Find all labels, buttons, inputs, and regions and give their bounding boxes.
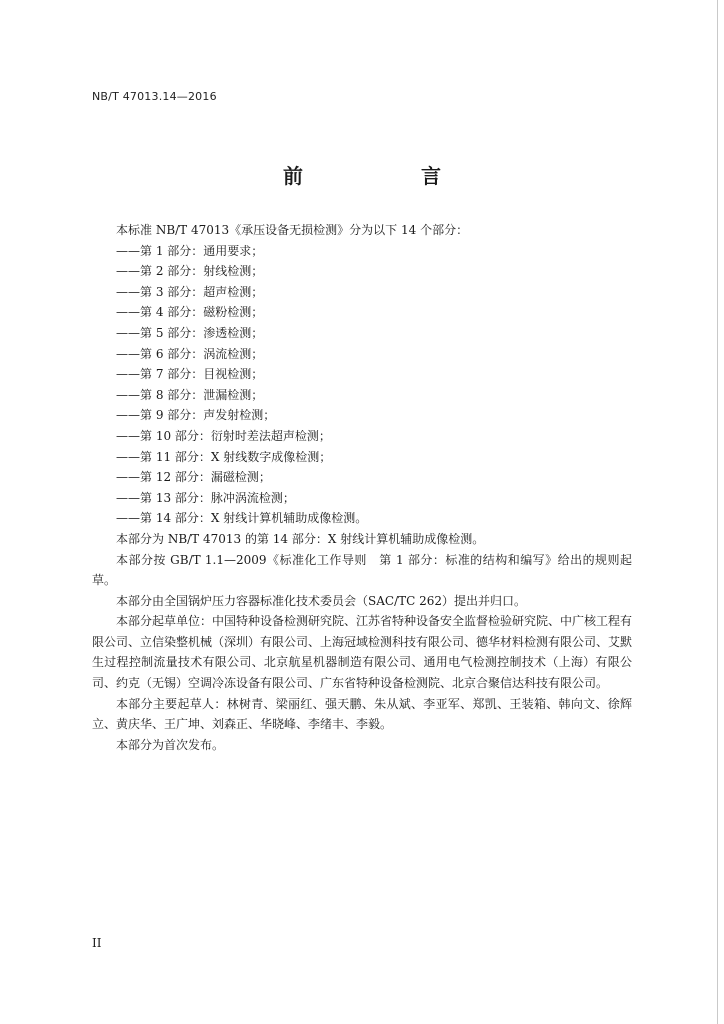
list-item-part-9: ——第 9 部分：声发射检测； — [116, 408, 276, 423]
list-item-part-6: ——第 6 部分：涡流检测； — [116, 346, 264, 361]
standard-code-header: NB/T 47013.14—2016 — [92, 90, 217, 103]
list-item-part-8: ——第 8 部分：泄漏检测； — [116, 387, 264, 402]
list-item-part-12: ——第 12 部分：漏磁检测； — [116, 470, 271, 485]
list-item-part-10: ——第 10 部分：衍射时差法超声检测； — [116, 428, 331, 443]
list-item-part-14: ——第 14 部分：X 射线计算机辅助成像检测。 — [116, 511, 368, 526]
intro-paragraph: 本标准 NB/T 47013《承压设备无损检测》分为以下 14 个部分： — [116, 223, 469, 237]
list-item-part-2: ——第 2 部分：射线检测； — [116, 264, 264, 279]
list-item-part-1: ——第 1 部分：通用要求； — [116, 243, 264, 258]
page-number: II — [92, 936, 102, 950]
first-release-paragraph: 本部分为首次发布。 — [116, 737, 225, 752]
proposer-paragraph: 本部分由全国锅炉压力容器标准化技术委员会（SAC/TC 262）提出并归口。 — [116, 593, 527, 608]
foreword-body — [92, 220, 632, 755]
list-item-part-5: ——第 5 部分：渗透检测； — [116, 325, 264, 340]
page-title: 前 言 — [283, 164, 467, 188]
list-item-part-4: ——第 4 部分：磁粉检测； — [116, 305, 264, 320]
list-item-part-7: ——第 7 部分：目视检测； — [116, 367, 264, 382]
drafters-paragraph: 本部分主要起草人：林树青、梁丽红、强天鹏、朱从斌、李亚军、郑凯、王装箱、韩向文、徐辉立、黄庆华、王广坤、刘森正、华晓峰、李绪丰、李毅。 — [92, 696, 632, 732]
drafting-units-paragraph: 本部分起草单位：中国特种设备检测研究院、江苏省特种设备安全监督检验研究院、中广核工程有限公司、立信染整机械（深圳）有限公司、上海冠域检测科技有限公司、德华材料检测有限公司、艾默生过程控制流量技术有限公司、北京航星机器制造有限公司、通用电气检测控制技术（上海）有限公司、约克（无锡）空调冷冻设备有限公司、广东省特种设备检测院、北京合聚信达科技有限公司。 — [92, 614, 633, 691]
list-item-part-13: ——第 13 部分：脉冲涡流检测； — [116, 490, 295, 505]
list-item-part-11: ——第 11 部分：X 射线数字成像检测； — [116, 449, 332, 464]
list-item-part-3: ——第 3 部分：超声检测； — [116, 284, 264, 299]
page-edge-line — [717, 0, 718, 1024]
scope-paragraph: 本部分为 NB/T 47013 的第 14 部分：X 射线计算机辅助成像检测。 — [116, 531, 485, 546]
drafting-rules-paragraph: 本部分按 GB/T 1.1—2009《标准化工作导则 第 1 部分：标准的结构和编写》给出的规则起草。 — [92, 552, 632, 588]
